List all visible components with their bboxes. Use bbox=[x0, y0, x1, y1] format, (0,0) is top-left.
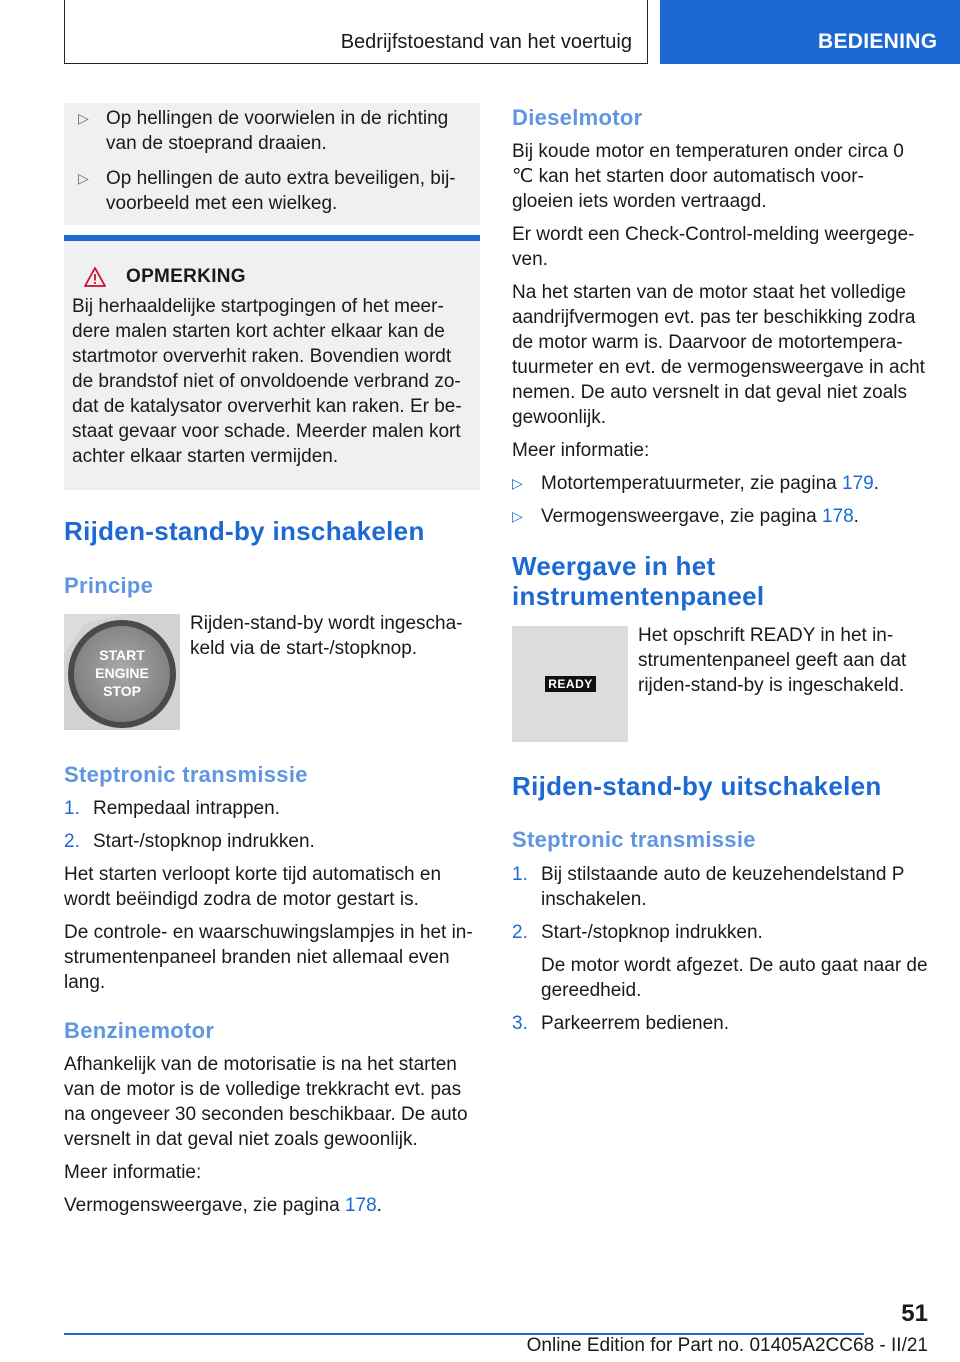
note-text: Bij herhaaldelijke startpogingen of het meer-dere malen starten kort achter elkaar kan de startmotor oververhit raken. Bovendien wordt de brandstof niet of onvoldoende verbrand zo-dat de katalysator oververhit kan raken. Er be-staat gevaar voor schade. Meerder malen kort achter elkaar starten vermijden. bbox=[72, 296, 462, 467]
list-item bbox=[64, 166, 480, 216]
paragraph: De controle- en waarschuwingslampjes in het in-strumentenpaneel branden niet allemaal even lang. bbox=[64, 922, 473, 993]
list-item bbox=[512, 504, 932, 529]
reference-text: Vermogensweergave, zie pagina bbox=[64, 1195, 345, 1216]
more-info-label: Meer informatie: bbox=[64, 1162, 202, 1183]
bullet-triangle-icon: ▷ bbox=[512, 508, 523, 524]
subsection-title-principe: Principe bbox=[64, 573, 154, 598]
reference-line bbox=[64, 1193, 480, 1218]
reference-end: . bbox=[853, 506, 859, 527]
paragraph: Het starten verloopt korte tijd automatisch en wordt beëindigd zodra de motor gestart is. bbox=[64, 864, 442, 910]
section-title-inschakelen: Rijden-stand-by inschakelen bbox=[64, 516, 425, 546]
step-text: Start-/stopknop indrukken. bbox=[541, 922, 763, 943]
page-link[interactable]: 179 bbox=[842, 473, 874, 494]
subsection-title-steptronic: Steptronic transmissie bbox=[64, 762, 308, 787]
diesel-content bbox=[512, 139, 932, 529]
step-number bbox=[512, 953, 541, 1003]
reference-end: . bbox=[376, 1195, 382, 1216]
steptronic2-content bbox=[512, 862, 932, 1036]
list-item bbox=[512, 1011, 932, 1036]
list-item bbox=[64, 796, 480, 821]
subsection-title-steptronic-2: Steptronic transmissie bbox=[512, 827, 756, 852]
bullet-triangle-icon: ▷ bbox=[78, 110, 89, 126]
step-number: 1. bbox=[64, 798, 80, 819]
title-line: instrumentenpaneel bbox=[512, 581, 765, 611]
title-line: Weergave in het bbox=[512, 551, 716, 581]
more-info-label: Meer informatie: bbox=[512, 440, 650, 461]
bullet-triangle-icon: ▷ bbox=[512, 475, 523, 491]
note-box bbox=[64, 235, 480, 490]
reference-text: Vermogensweergave, zie pagina bbox=[541, 506, 822, 527]
button-label-stop: STOP bbox=[103, 683, 141, 699]
edition-text: Online Edition for Part no. 01405A2CC68 - II/21 bbox=[526, 1335, 928, 1356]
bullet-box bbox=[64, 103, 480, 225]
principe-text: Rijden-stand-by wordt ingescha-keld via de start-/stopknop. bbox=[190, 613, 463, 659]
paragraph: Na het starten van de motor staat het volledige aandrijfvermogen evt. pas ter beschikking zodra de motor warm is. Daarvoor de motortempera-tuurmeter en evt. de vermogensweergave in acht nemen. De auto versnelt in dat geval niet zoals gewoonlijk. bbox=[512, 282, 925, 428]
list-item bbox=[512, 862, 932, 912]
reference-line bbox=[541, 471, 879, 496]
section-title-uitschakelen: Rijden-stand-by uitschakelen bbox=[512, 771, 882, 801]
step-text: Parkeerrem bedienen. bbox=[541, 1013, 729, 1034]
reference-line bbox=[541, 504, 859, 529]
step-number: 3. bbox=[512, 1013, 528, 1034]
chapter-title: Bedrijfstoestand van het voertuig bbox=[340, 31, 632, 53]
step-text: De motor wordt afgezet. De auto gaat naar de gereedheid. bbox=[541, 955, 928, 1001]
list-item bbox=[64, 829, 480, 854]
ready-display-image bbox=[512, 626, 628, 742]
weergave-text: Het opschrift READY in het in-strumentenpaneel geeft aan dat rijden-stand-by is ingeschakeld. bbox=[638, 625, 907, 696]
step-text: Bij stilstaande auto de keuzehendelstand P inschakelen. bbox=[541, 864, 905, 910]
step-number: 2. bbox=[512, 922, 528, 943]
section-tab[interactable]: BEDIENING bbox=[660, 0, 960, 64]
page-number: 51 bbox=[901, 1300, 928, 1327]
paragraph: Er wordt een Check-Control-melding weergege-ven. bbox=[512, 224, 915, 270]
step-text: Start-/stopknop indrukken. bbox=[93, 831, 315, 852]
benzine-content bbox=[64, 1052, 480, 1226]
note-heading bbox=[72, 264, 468, 289]
step-number: 2. bbox=[64, 831, 80, 852]
list-item bbox=[512, 920, 932, 945]
warning-triangle-icon bbox=[84, 267, 106, 287]
bullet-triangle-icon: ▷ bbox=[78, 170, 89, 186]
paragraph: Afhankelijk van de motorisatie is na het starten van de motor is de volledige trekkracht evt. pas na ongeveer 30 seconden beschikbaar. De auto versnelt in dat geval niet zoals gewoonlijk. bbox=[64, 1054, 468, 1150]
list-item bbox=[512, 471, 932, 496]
bullet-text: Op hellingen de voorwielen in de richting van de stoeprand draaien. bbox=[106, 108, 449, 154]
note-heading-text: OPMERKING bbox=[126, 266, 246, 287]
paragraph: Bij koude motor en temperaturen onder circa 0 ℃ kan het starten door automatisch voor-gloeien iets worden vertraagd. bbox=[512, 141, 904, 212]
button-label-engine: ENGINE bbox=[95, 665, 149, 681]
list-item bbox=[64, 106, 480, 156]
list-item bbox=[512, 953, 932, 1003]
start-stop-button-icon bbox=[64, 614, 180, 730]
bullet-text: Op hellingen de auto extra beveiligen, bij-voorbeeld met een wielkeg. bbox=[106, 168, 456, 214]
step-number: 1. bbox=[512, 864, 528, 885]
ready-indicator: READY bbox=[545, 676, 596, 692]
steptronic-content bbox=[64, 796, 480, 1003]
reference-text: Motortemperatuurmeter, zie pagina bbox=[541, 473, 842, 494]
button-label-start: START bbox=[99, 647, 145, 663]
step-text: Rempedaal intrappen. bbox=[93, 798, 280, 819]
subsection-title-benzine: Benzinemotor bbox=[64, 1018, 215, 1043]
section-title-weergave bbox=[512, 551, 764, 611]
page-link[interactable]: 178 bbox=[821, 506, 854, 527]
subsection-title-diesel: Dieselmotor bbox=[512, 105, 643, 130]
reference-end: . bbox=[873, 473, 879, 494]
page-link[interactable]: 178 bbox=[344, 1195, 377, 1216]
start-stop-button-image bbox=[64, 614, 180, 730]
